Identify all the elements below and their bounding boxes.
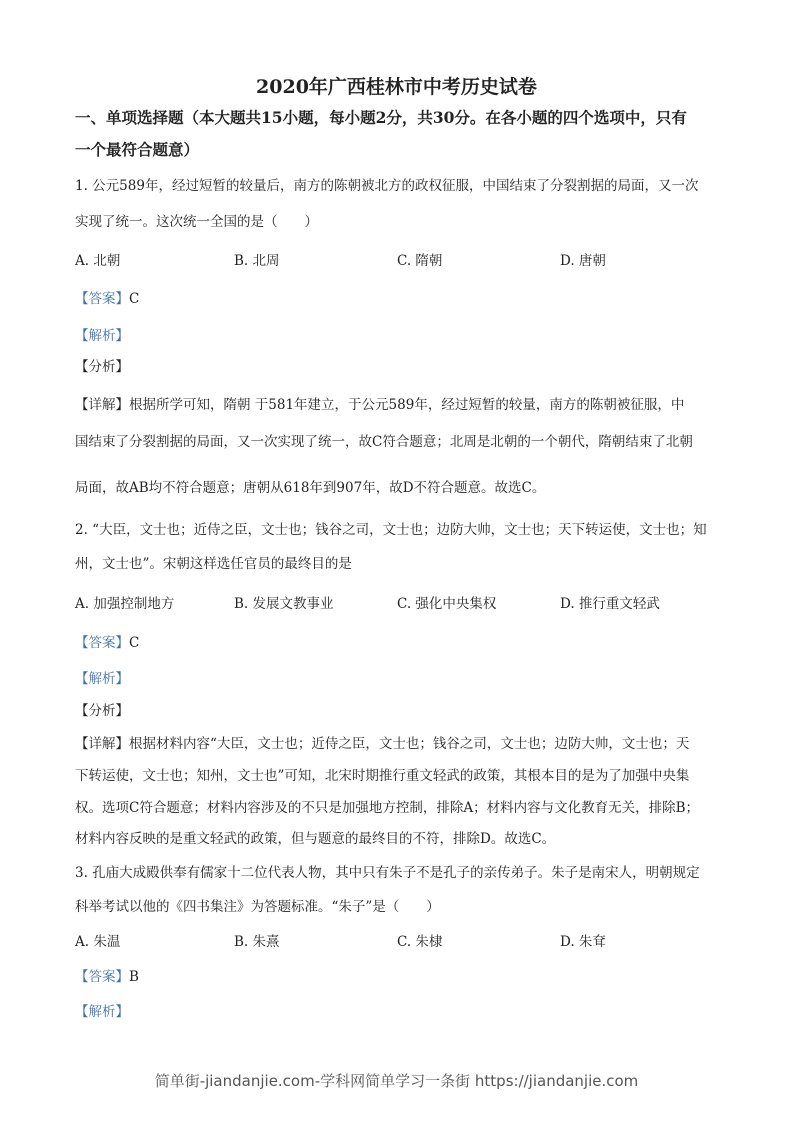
option-b: B. 北周: [234, 253, 280, 269]
detail-text: 权。选项C符合题意；材料内容涉及的不只是加强地方控制，排除A；材料内容与文化教育无关，排除B；: [75, 800, 699, 816]
option-c: C. 朱棣: [397, 934, 443, 950]
fenxi-label: 【分析】: [75, 359, 129, 375]
option-d: D. 推行重文轻武: [560, 596, 660, 612]
answer-value: C: [129, 291, 140, 307]
jiexi-label: 【解析】: [75, 671, 129, 687]
question-stem: 实现了统一。这次统一全国的是（ ）: [75, 214, 318, 230]
jiexi-label: 【解析】: [75, 328, 129, 344]
option-a: A. 朱温: [75, 934, 121, 950]
detail-text: 【详解】根据所学可知，隋朝 于581年建立，于公元589年，经过短暂的较量，南方的陈朝被征服，中: [75, 397, 685, 413]
answer-label: 【答案】: [75, 291, 129, 307]
answer-value: C: [129, 635, 140, 651]
question-stem: 州，文士也”。宋朝这样选任官员的最终目的是: [75, 556, 352, 572]
answer-label: 【答案】: [75, 635, 129, 651]
option-d: D. 唐朝: [560, 253, 606, 269]
answer-label: 【答案】: [75, 969, 129, 985]
detail-text: 下转运使，文士也；知州，文士也”可知，北宋时期推行重文轻武的政策，其根本目的是为了加强中央集: [75, 768, 690, 784]
option-b: B. 发展文教事业: [234, 596, 334, 612]
question-stem: 1. 公元589年，经过短暂的较量后，南方的陈朝被北方的政权征服，中国结束了分裂割据的局面，又一次: [75, 178, 699, 194]
answer-value: B: [129, 969, 139, 985]
jiexi-label: 【解析】: [75, 1004, 129, 1020]
option-d: D. 朱耷: [560, 934, 606, 950]
fenxi-label: 【分析】: [75, 703, 129, 719]
page-title: 2020年广西桂林市中考历史试卷: [256, 76, 537, 98]
answer: [75, 290, 139, 308]
footer-watermark: 简单街-jiandanjie.com-学科网简单学习一条街 https://jiandanjie.com: [154, 1072, 639, 1090]
option-c: C. 隋朝: [397, 253, 443, 269]
detail-text: 材料内容反映的是重文轻武的政策，但与题意的最终目的不符，排除D。故选C。: [75, 831, 556, 847]
detail-text: 国结束了分裂割据的局面，又一次实现了统一，故C符合题意；北周是北朝的一个朝代，隋朝结束了北朝: [75, 434, 693, 450]
question-stem: 2. “大臣，文士也；近侍之臣，文士也；钱谷之司，文士也；边防大帅，文士也；天下转运使，文士也；知: [75, 522, 707, 538]
question-stem: 3. 孔庙大成殿供奉有儒家十二位代表人物，其中只有朱子不是孔子的亲传弟子。朱子是南宋人，明朝规定: [75, 865, 700, 881]
section-heading: 一、单项选择题（本大题共15小题，每小题2分，共30分。在各小题的四个选项中，只有: [75, 108, 687, 127]
option-c: C. 强化中央集权: [397, 596, 497, 612]
answer: [75, 634, 139, 652]
option-a: A. 加强控制地方: [75, 596, 175, 612]
question-stem: 科举考试以他的《四书集注》为答题标准。“朱子”是（ ）: [75, 899, 440, 915]
detail-text: 【详解】根据材料内容“大臣，文士也；近侍之臣，文士也；钱谷之司，文士也；边防大帅，文士也；天: [75, 736, 690, 752]
section-heading: 一个最符合题意）: [75, 140, 200, 159]
option-a: A. 北朝: [75, 253, 121, 269]
detail-text: 局面，故AB均不符合题意；唐朝从618年到907年，故D不符合题意。故选C。: [75, 480, 546, 496]
answer: [75, 968, 139, 986]
option-b: B. 朱熹: [234, 934, 280, 950]
